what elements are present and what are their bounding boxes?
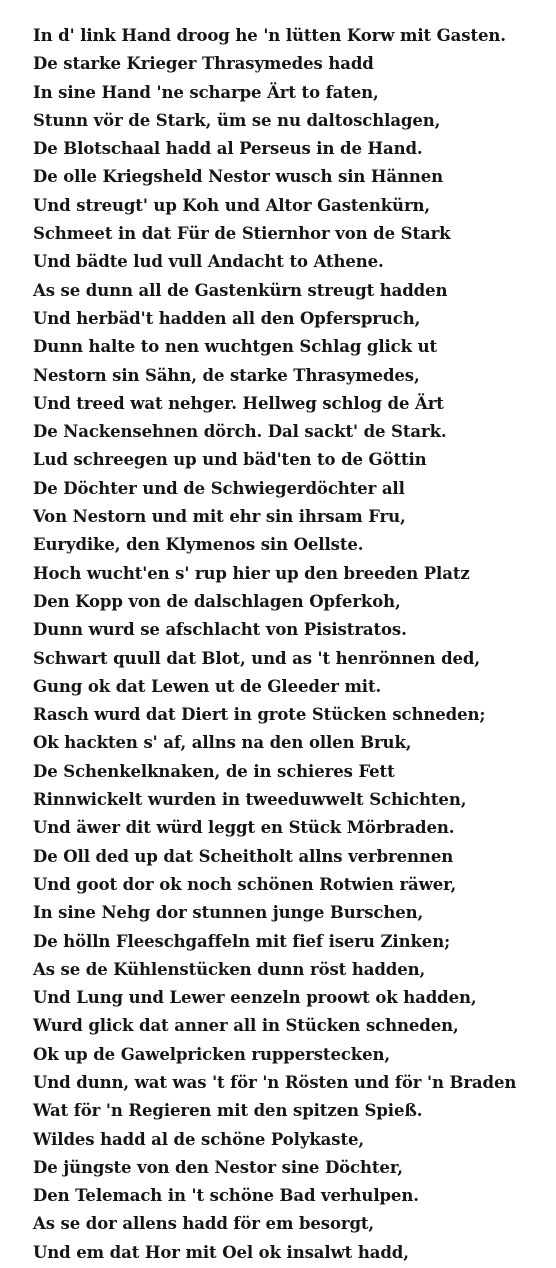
verse-line: Und äwer dit würd leggt en Stück Mörbraden. bbox=[33, 818, 455, 838]
verse-line: Rinnwickelt wurden in tweeduwwelt Schichten, bbox=[33, 790, 467, 810]
verse-line: Schmeet in dat Für de Stiernhor von de Stark bbox=[33, 224, 451, 244]
poem-text bbox=[33, 22, 545, 1267]
verse-line: Wurd glick dat anner all in Stücken schneden, bbox=[33, 1016, 459, 1036]
verse-line: Und herbäd't hadden all den Opferspruch, bbox=[33, 308, 421, 328]
verse-line: De Blotschaal hadd al Perseus in de Hand. bbox=[33, 139, 423, 159]
verse-line: In sine Nehg dor stunnen junge Burschen, bbox=[33, 903, 424, 923]
verse-line: Lud schreegen up und bäd'ten to de Göttin bbox=[33, 450, 427, 470]
verse-line: Dunn halte to nen wuchtgen Schlag glick ut bbox=[33, 337, 438, 357]
verse-line: Dunn wurd se afschlacht von Pisistratos. bbox=[33, 620, 407, 640]
verse-line: Den Telemach in 't schöne Bad verhulpen. bbox=[33, 1186, 419, 1206]
verse-line: As se dor allens hadd för em besorgt, bbox=[33, 1214, 375, 1234]
verse-line: Den Kopp von de dalschlagen Opferkoh, bbox=[33, 591, 401, 611]
verse-line: Und goot dor ok noch schönen Rotwien räwer, bbox=[33, 874, 457, 894]
verse-line: Von Nestorn und mit ehr sin ihrsam Fru, bbox=[33, 507, 406, 527]
verse-line: Wat för 'n Regieren mit den spitzen Spieß. bbox=[33, 1101, 423, 1121]
verse-line: In sine Hand 'ne scharpe Ärt to faten, bbox=[33, 82, 379, 102]
verse-line: De Döchter und de Schwiegerdöchter all bbox=[33, 478, 405, 498]
verse-line: Und treed wat nehger. Hellweg schlog de Ärt bbox=[33, 393, 444, 413]
verse-line: De Oll ded up dat Scheitholt allns verbrennen bbox=[33, 846, 454, 866]
verse-line: Stunn vör de Stark, üm se nu daltoschlagen, bbox=[33, 110, 441, 130]
verse-line: Rasch wurd dat Diert in grote Stücken schneden; bbox=[33, 705, 486, 725]
verse-line: Und dunn, wat was 't för 'n Rösten und för 'n Braden bbox=[33, 1072, 517, 1092]
verse-line: In d' link Hand droog he 'n lütten Korw mit Gasten. bbox=[33, 26, 506, 45]
verse-line: Schwart quull dat Blot, und as 't henrönnen ded, bbox=[33, 648, 481, 668]
verse-line: Eurydike, den Klymenos sin Oellste. bbox=[33, 535, 364, 555]
verse-line: Und Lung und Lewer eenzeln proowt ok hadden, bbox=[33, 988, 477, 1008]
verse-line: As se dunn all de Gastenkürn streugt hadden bbox=[33, 280, 448, 300]
verse-line: De Schenkelknaken, de in schieres Fett bbox=[33, 761, 395, 781]
verse-line: Ok hackten s' af, allns na den ollen Bruk, bbox=[33, 733, 412, 753]
verse-line: De olle Kriegsheld Nestor wusch sin Hännen bbox=[33, 167, 444, 187]
verse-line: De hölln Fleeschgaffeln mit fief iseru Zinken; bbox=[33, 931, 451, 951]
verse-line: Und streugt' up Koh und Altor Gastenkürn, bbox=[33, 195, 431, 215]
verse-line: Ok up de Gawelpricken rupperstecken, bbox=[33, 1044, 391, 1064]
verse-line: Und bädte lud vull Andacht to Athene. bbox=[33, 252, 384, 272]
verse-line: Und em dat Hor mit Oel ok insalwt hadd, bbox=[33, 1242, 409, 1262]
verse-line: De jüngste von den Nestor sine Döchter, bbox=[33, 1157, 403, 1177]
verse-line: Wildes hadd al de schöne Polykaste, bbox=[33, 1129, 365, 1149]
verse-line: De starke Krieger Thrasymedes hadd bbox=[33, 54, 374, 74]
verse-line: Hoch wucht'en s' rup hier up den breeden Platz bbox=[33, 563, 470, 583]
verse-line: Nestorn sin Sähn, de starke Thrasymedes, bbox=[33, 365, 420, 385]
verse-line: Gung ok dat Lewen ut de Gleeder mit. bbox=[33, 676, 382, 696]
verse-line: De Nackensehnen dörch. Dal sackt' de Stark. bbox=[33, 422, 447, 442]
verse-line: As se de Kühlenstücken dunn röst hadden, bbox=[33, 959, 426, 979]
